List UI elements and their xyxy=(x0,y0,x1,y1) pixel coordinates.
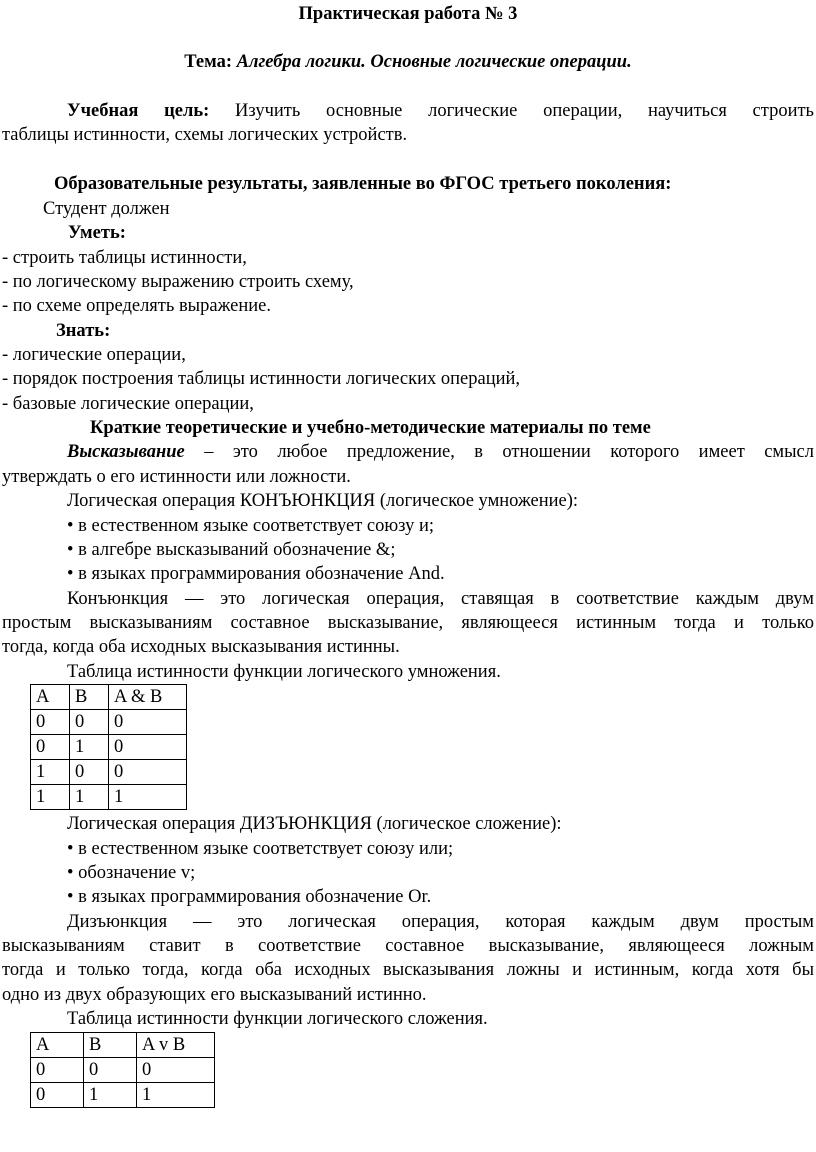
topic-label: Тема: xyxy=(184,52,233,72)
conjunction-intro: Логическая операция КОНЪЮНКЦИЯ (логическое умножение): xyxy=(67,491,579,511)
table-row xyxy=(31,1083,215,1108)
results-heading: Образовательные результаты, заявленные во ФГОС третьего поколения: xyxy=(54,174,672,194)
disjunction-def-line: одно из двух образующих его высказываний истинно. xyxy=(2,985,427,1005)
table-cell: 0 xyxy=(84,1058,137,1083)
table-cell: 1 xyxy=(109,785,187,810)
statement-line-1 xyxy=(67,440,814,464)
table-cell: 1 xyxy=(31,760,70,785)
table-cell: 1 xyxy=(70,735,109,760)
knowledge-heading: Знать: xyxy=(56,321,111,341)
table-row xyxy=(31,710,187,735)
table-row xyxy=(31,760,187,785)
table-cell: 0 xyxy=(31,1083,84,1108)
disjunction-bullet: • в естественном языке соответствует союзу или; xyxy=(67,839,454,859)
table-row xyxy=(31,1058,215,1083)
knowledge-item: - логические операции, xyxy=(2,345,186,365)
table-row xyxy=(31,785,187,810)
theory-heading: Краткие теоретические и учебно-методические материалы по теме xyxy=(90,418,651,438)
disjunction-def-line: высказываниям ставит в соответствие составное высказывание, являющееся ложным xyxy=(2,936,814,956)
table-header-cell: B xyxy=(70,685,109,710)
disjunction-bullet: • в языках программирования обозначение Or. xyxy=(67,887,432,907)
disjunction-truth-table xyxy=(30,1032,215,1108)
statement-text-1: – это любое предложение, в отношении которого имеет смысл xyxy=(184,442,814,462)
disjunction-bullet: • обозначение v; xyxy=(67,863,196,883)
skill-item: - по схеме определять выражение. xyxy=(2,296,271,316)
statement-term: Высказывание xyxy=(67,442,185,462)
skills-heading: Уметь: xyxy=(68,223,126,243)
table-cell: 1 xyxy=(137,1083,215,1108)
student-must: Студент должен xyxy=(43,199,170,219)
disjunction-table-caption: Таблица истинности функции логического сложения. xyxy=(67,1009,488,1029)
table-header-cell: A & B xyxy=(109,685,187,710)
table-cell: 0 xyxy=(109,735,187,760)
statement-line-2: утверждать о его истинности или ложности. xyxy=(2,467,351,487)
table-header-cell: A v B xyxy=(137,1033,215,1058)
table-cell: 0 xyxy=(137,1058,215,1083)
skill-item: - по логическому выражению строить схему, xyxy=(2,272,354,292)
table-header-cell: B xyxy=(84,1033,137,1058)
knowledge-item: - базовые логические операции, xyxy=(2,394,254,414)
topic-line xyxy=(0,50,816,74)
conjunction-bullet: • в алгебре высказываний обозначение &; xyxy=(67,540,396,560)
disjunction-def-line: Дизъюнкция — это логическая операция, которая каждым двум простым xyxy=(67,912,814,932)
conjunction-def-line: Конъюнкция — это логическая операция, ставящая в соответствие каждым двум xyxy=(67,589,814,609)
table-header-cell: A xyxy=(31,685,70,710)
topic-text: Алгебра логики. Основные логические операции. xyxy=(236,52,632,72)
goal-label: Учебная цель: xyxy=(67,101,210,121)
table-cell: 1 xyxy=(84,1083,137,1108)
knowledge-item: - порядок построения таблицы истинности логических операций, xyxy=(2,369,521,389)
table-row xyxy=(31,735,187,760)
table-cell: 0 xyxy=(109,760,187,785)
table-cell: 0 xyxy=(31,735,70,760)
table-cell: 0 xyxy=(31,710,70,735)
table-cell: 0 xyxy=(109,710,187,735)
conjunction-def-line: тогда, когда оба исходных высказывания истинны. xyxy=(2,637,400,657)
goal-text-1: Изучить основные логические операции, научиться строить xyxy=(235,101,814,121)
page-title: Практическая работа № 3 xyxy=(298,4,518,24)
table-cell: 0 xyxy=(31,1058,84,1083)
table-cell: 1 xyxy=(70,785,109,810)
conjunction-table-caption: Таблица истинности функции логического умножения. xyxy=(67,662,501,682)
table-cell: 0 xyxy=(70,760,109,785)
table-header-row xyxy=(31,685,187,710)
conjunction-truth-table xyxy=(30,684,187,810)
disjunction-def-line: тогда и только тогда, когда оба исходных высказывания ложны и истинным, когда хотя бы xyxy=(2,960,814,980)
table-cell: 1 xyxy=(31,785,70,810)
skill-item: - строить таблицы истинности, xyxy=(2,248,247,268)
conjunction-bullet: • в языках программирования обозначение And. xyxy=(67,564,445,584)
conjunction-bullet: • в естественном языке соответствует союзу и; xyxy=(67,516,435,536)
goal-line-1 xyxy=(67,99,814,123)
conjunction-def-line: простым высказываниям составное высказывание, являющееся истинным тогда и только xyxy=(2,613,814,633)
goal-line-2: таблицы истинности, схемы логических устройств. xyxy=(2,125,408,145)
table-cell: 0 xyxy=(70,710,109,735)
disjunction-intro: Логическая операция ДИЗЪЮНКЦИЯ (логическое сложение): xyxy=(67,814,562,834)
table-header-cell: A xyxy=(31,1033,84,1058)
table-header-row xyxy=(31,1033,215,1058)
